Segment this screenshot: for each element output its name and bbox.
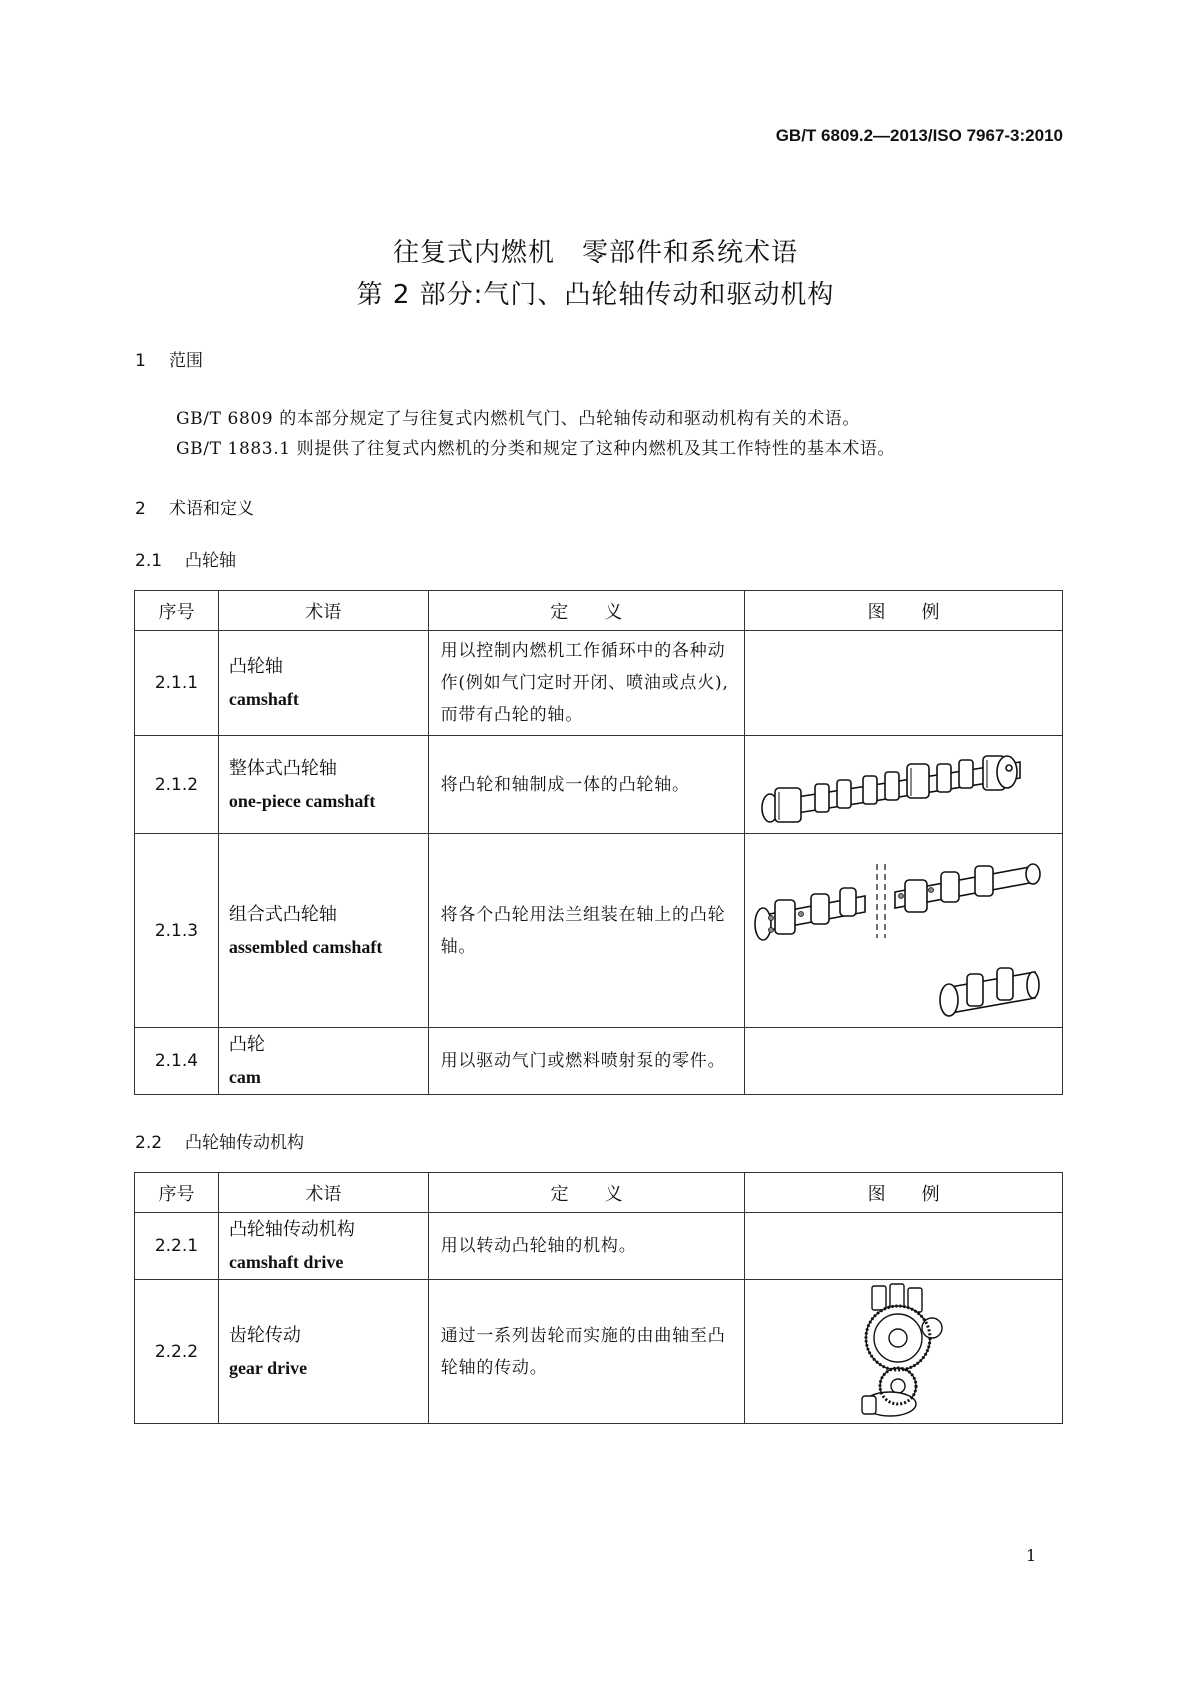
- term-cell: [218, 1213, 428, 1280]
- term-chinese: 整体式凸轮轴: [228, 757, 337, 779]
- table-row: [135, 1213, 1063, 1280]
- header-term: 术语: [218, 1173, 428, 1213]
- definition-cell: 用以控制内燃机工作循环中的各种动作(例如气门定时开闭、喷油或点火),而带有凸轮的轴。: [428, 631, 744, 736]
- figure-cell: [744, 834, 1062, 1028]
- term-english: camshaft: [228, 689, 299, 709]
- table-row: [135, 736, 1063, 834]
- header-no: 序号: [135, 591, 219, 631]
- scope-paragraph-1: GB/T 6809 的本部分规定了与往复式内燃机气门、凸轮轴传动和驱动机构有关的术语。: [176, 409, 861, 429]
- one-piece-camshaft-illustration: [745, 740, 1045, 830]
- figure-cell-empty: [744, 631, 1062, 736]
- gear-drive-illustration: [844, 1282, 964, 1422]
- table-header-row: [135, 591, 1063, 631]
- header-definition: 定 义: [428, 1173, 745, 1213]
- term-english: camshaft drive: [228, 1252, 344, 1272]
- term-cell: [218, 631, 428, 736]
- term-english: gear drive: [228, 1357, 308, 1378]
- subsection-title: 凸轮轴: [185, 551, 236, 571]
- header-figure: 图 例: [745, 1173, 1063, 1213]
- header-figure: 图 例: [744, 591, 1062, 631]
- document-title-line2: 第 2 部分:气门、凸轮轴传动和驱动机构: [356, 280, 835, 310]
- term-cell: [218, 1028, 428, 1095]
- term-english: assembled camshaft: [228, 936, 383, 957]
- section-title: 术语和定义: [169, 499, 254, 519]
- header-term: 术语: [218, 591, 428, 631]
- row-number: 2.1.3: [135, 834, 219, 1028]
- term-cell: [218, 834, 428, 1028]
- subsection-number: 2.2: [135, 1133, 163, 1153]
- figure-cell-empty: [744, 1028, 1062, 1095]
- definition-cell: 将凸轮和轴制成一体的凸轮轴。: [428, 736, 744, 834]
- table-row: [135, 1028, 1063, 1095]
- subsection-number: 2.1: [135, 551, 163, 571]
- page-number: 1: [1026, 1546, 1037, 1565]
- table-row: [135, 1280, 1063, 1424]
- subsection-2-2-heading: [135, 1128, 304, 1153]
- row-number: 2.1.1: [135, 631, 219, 736]
- term-chinese: 凸轮轴: [228, 656, 283, 677]
- header-no: 序号: [135, 1173, 219, 1213]
- subsection-2-1-heading: [135, 546, 236, 571]
- figure-cell: [745, 1280, 1063, 1424]
- scope-paragraph-2: GB/T 1883.1 则提供了往复式内燃机的分类和规定了这种内燃机及其工作特性的基本术语。: [176, 439, 896, 459]
- definition-cell: 将各个凸轮用法兰组装在轴上的凸轮轴。: [428, 834, 744, 1028]
- row-number: 2.1.4: [135, 1028, 219, 1095]
- header-definition: 定 义: [428, 591, 744, 631]
- subsection-title: 凸轮轴传动机构: [185, 1133, 304, 1153]
- row-number: 2.2.2: [135, 1280, 219, 1424]
- section-number: 2: [135, 499, 146, 519]
- term-english: one-piece camshaft: [228, 790, 376, 811]
- document-title-line1: 往复式内燃机 零部件和系统术语: [392, 238, 798, 268]
- assembled-camshaft-illustration: [745, 838, 1055, 1024]
- section-1-heading: [135, 346, 203, 371]
- section-2-heading: [135, 494, 254, 519]
- term-chinese: 凸轮轴传动机构: [228, 1219, 355, 1240]
- term-chinese: 齿轮传动: [228, 1324, 301, 1346]
- figure-cell-empty: [745, 1213, 1063, 1280]
- term-chinese: 组合式凸轮轴: [228, 903, 337, 925]
- row-number: 2.2.1: [135, 1213, 219, 1280]
- standard-number: GB/T 6809.2—2013/ISO 7967-3:2010: [775, 126, 1063, 145]
- row-number: 2.1.2: [135, 736, 219, 834]
- term-cell: [218, 1280, 428, 1424]
- table-row: [135, 631, 1063, 736]
- definition-cell: 通过一系列齿轮而实施的由曲轴至凸轮轴的传动。: [428, 1280, 745, 1424]
- definition-cell: 用以转动凸轮轴的机构。: [428, 1213, 745, 1280]
- section-number: 1: [135, 351, 146, 371]
- term-cell: [218, 736, 428, 834]
- camshaft-drive-terms-table: [134, 1172, 1063, 1424]
- term-chinese: 凸轮: [228, 1034, 265, 1055]
- table-row: [135, 834, 1063, 1028]
- section-title: 范围: [169, 351, 203, 371]
- table-header-row: [135, 1173, 1063, 1213]
- definition-cell: 用以驱动气门或燃料喷射泵的零件。: [428, 1028, 744, 1095]
- figure-cell: [744, 736, 1062, 834]
- term-english: cam: [228, 1067, 261, 1087]
- camshaft-terms-table: [134, 590, 1063, 1095]
